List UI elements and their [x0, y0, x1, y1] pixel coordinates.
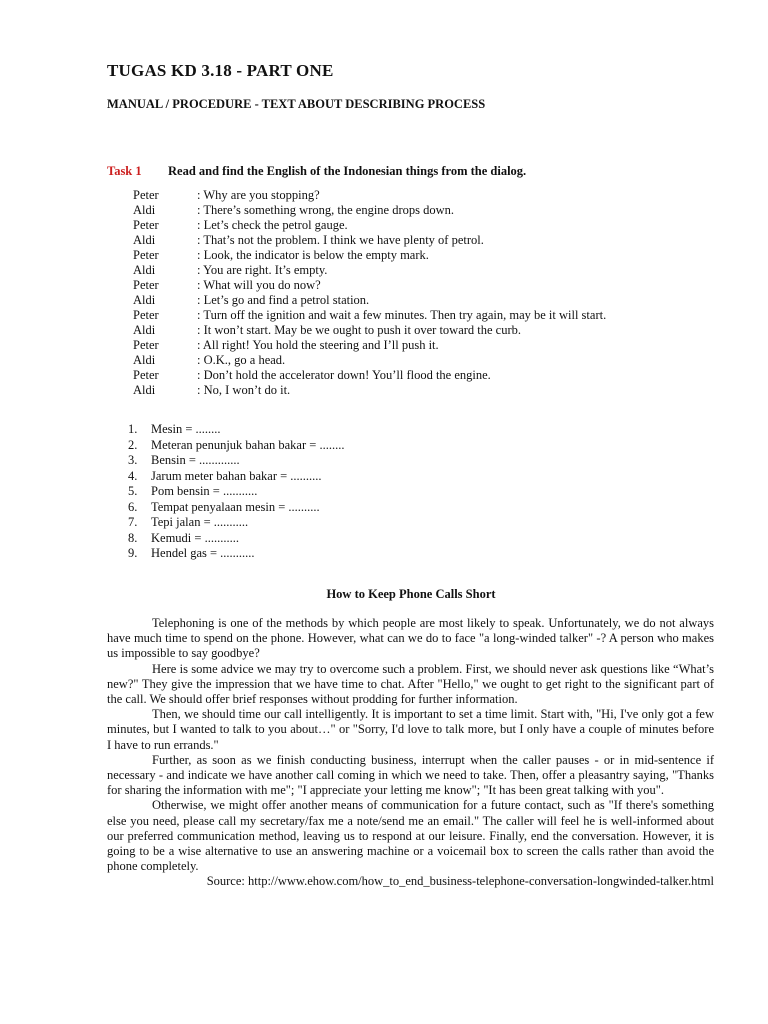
list-text: Jarum meter bahan bakar = ..........: [151, 468, 322, 483]
list-number: 4.: [128, 468, 138, 483]
dialog-line: [133, 323, 606, 338]
task-number: Task 1: [107, 164, 142, 178]
dialog-text: : No, I won’t do it.: [197, 383, 291, 397]
dialog-speaker: Peter: [133, 278, 159, 292]
dialog-speaker: Aldi: [133, 293, 156, 307]
list-item: [128, 484, 344, 500]
list-text: Bensin = .............: [151, 453, 240, 467]
dialog-text: : What will you do now?: [197, 278, 321, 292]
article-title: How to Keep Phone Calls Short: [326, 587, 496, 601]
page-subtitle: MANUAL / PROCEDURE - TEXT ABOUT DESCRIBING PROCESS: [107, 97, 486, 111]
article-body: [107, 616, 714, 890]
article-source: Source: http://www.ehow.com/how_to_end_business-telephone-conversation-longwinded-talker.html: [206, 874, 714, 889]
dialog-line: [133, 383, 606, 398]
dialog-line: [133, 353, 606, 368]
dialog: [133, 188, 606, 398]
list-item: [128, 469, 344, 485]
list-item: [128, 531, 344, 547]
list-item: [128, 515, 344, 531]
list-text: Pom bensin = ...........: [151, 484, 258, 498]
dialog-line: [133, 248, 606, 263]
dialog-text: : All right! You hold the steering and I’ll push it.: [197, 338, 439, 352]
dialog-line: [133, 263, 606, 278]
list-text: Tempat penyalaan mesin = ..........: [151, 499, 320, 514]
dialog-line: [133, 188, 606, 203]
dialog-speaker: Peter: [133, 338, 159, 352]
list-text: Meteran penunjuk bahan bakar = ........: [151, 437, 345, 452]
dialog-text: : You are right. It’s empty.: [197, 263, 328, 277]
dialog-speaker: Peter: [133, 368, 159, 382]
list-text: Hendel gas = ...........: [151, 546, 255, 560]
dialog-speaker: Peter: [133, 218, 159, 232]
dialog-speaker: Aldi: [133, 383, 156, 397]
dialog-text: : Let’s go and find a petrol station.: [197, 293, 370, 307]
article-paragraph: Then, we should time our call intelligently. It is important to set a time limit. Start with, "Hi, I've only got a few minutes, but I wanted to talk to you about…" or "Sorry, I'd love to talk more, but I only have a couple of minutes before I have to run errands.": [107, 707, 714, 752]
list-item: [128, 438, 344, 454]
dialog-speaker: Aldi: [133, 323, 156, 337]
dialog-line: [133, 203, 606, 218]
dialog-text: : Let’s check the petrol gauge.: [197, 218, 348, 232]
vocabulary-list: [128, 422, 344, 562]
dialog-speaker: Aldi: [133, 263, 156, 277]
article-paragraph: Further, as soon as we finish conducting business, interrupt when the caller pauses - or in mid-sentence if necessary - and indicate we have another call coming in which we need to take. Then, offer a pleasantry saying, "Thanks for sharing the information with me"; "I appreciate your letting me know"; "It has been great talking with you".: [107, 752, 714, 798]
article-paragraph: Telephoning is one of the methods by which people are most likely to speak. Unfortunately, we do not always have much time to spend on the phone. However, what can we do to face "a long-winded talker" -? A person who makes us impossible to say goodbye?: [107, 616, 714, 661]
dialog-line: [133, 338, 606, 353]
dialog-text: : Why are you stopping?: [197, 188, 320, 202]
dialog-line: [133, 218, 606, 233]
dialog-text: : There’s something wrong, the engine drops down.: [197, 203, 455, 217]
dialog-line: [133, 233, 606, 248]
list-text: Kemudi = ...........: [151, 530, 239, 545]
dialog-line: [133, 278, 606, 293]
dialog-line: [133, 368, 606, 383]
list-text: Tepi jalan = ...........: [151, 515, 249, 529]
list-item: [128, 500, 344, 516]
dialog-line: [133, 293, 606, 308]
dialog-speaker: Aldi: [133, 353, 156, 367]
dialog-speaker: Aldi: [133, 203, 156, 217]
dialog-speaker: Peter: [133, 308, 159, 322]
dialog-text: : It won’t start. May be we ought to push it over toward the curb.: [197, 323, 522, 337]
task-heading: [107, 164, 526, 179]
page-title: TUGAS KD 3.18 - PART ONE: [107, 61, 334, 80]
task-instruction: Read and find the English of the Indonesian things from the dialog.: [168, 164, 527, 178]
article-paragraph: Otherwise, we might offer another means of communication for a future contact, such as "If there's something else you need, please call my secretary/fax me a note/send me an email." The caller will feel he is well-informed about our preferred communication method, leaving us to respond at our leisure. Finally, end the conversation. However, it is going to be a wise alternative to use an answering machine or a voicemail box to screen the calls rather than avoid the phone completely.: [107, 798, 714, 874]
list-number: 3.: [128, 453, 138, 467]
dialog-speaker: Aldi: [133, 233, 156, 247]
article-paragraph: Here is some advice we may try to overcome such a problem. First, we should never ask questions like “What’s new?" They give the impression that we have time to chat. After "Hello," we ought to get right to the significant part of the call. We should offer brief responses without prodding for further information.: [107, 661, 714, 707]
list-item: [128, 453, 344, 469]
list-item: [128, 546, 344, 562]
dialog-text: : That’s not the problem. I think we have plenty of petrol.: [197, 233, 484, 247]
list-number: 1.: [128, 422, 138, 436]
list-item: [128, 422, 344, 438]
list-number: 2.: [128, 437, 138, 452]
dialog-text: : O.K., go a head.: [197, 353, 286, 367]
dialog-line: [133, 308, 606, 323]
list-number: 5.: [128, 484, 138, 498]
list-number: 7.: [128, 515, 138, 529]
list-number: 9.: [128, 546, 138, 560]
dialog-speaker: Peter: [133, 188, 159, 202]
list-number: 6.: [128, 499, 138, 514]
list-number: 8.: [128, 530, 138, 545]
list-text: Mesin = ........: [151, 422, 221, 436]
dialog-text: : Don’t hold the accelerator down! You’ll flood the engine.: [197, 368, 491, 382]
dialog-text: : Turn off the ignition and wait a few minutes. Then try again, may be it will start.: [197, 308, 607, 322]
dialog-speaker: Peter: [133, 248, 159, 262]
dialog-text: : Look, the indicator is below the empty mark.: [197, 248, 429, 262]
